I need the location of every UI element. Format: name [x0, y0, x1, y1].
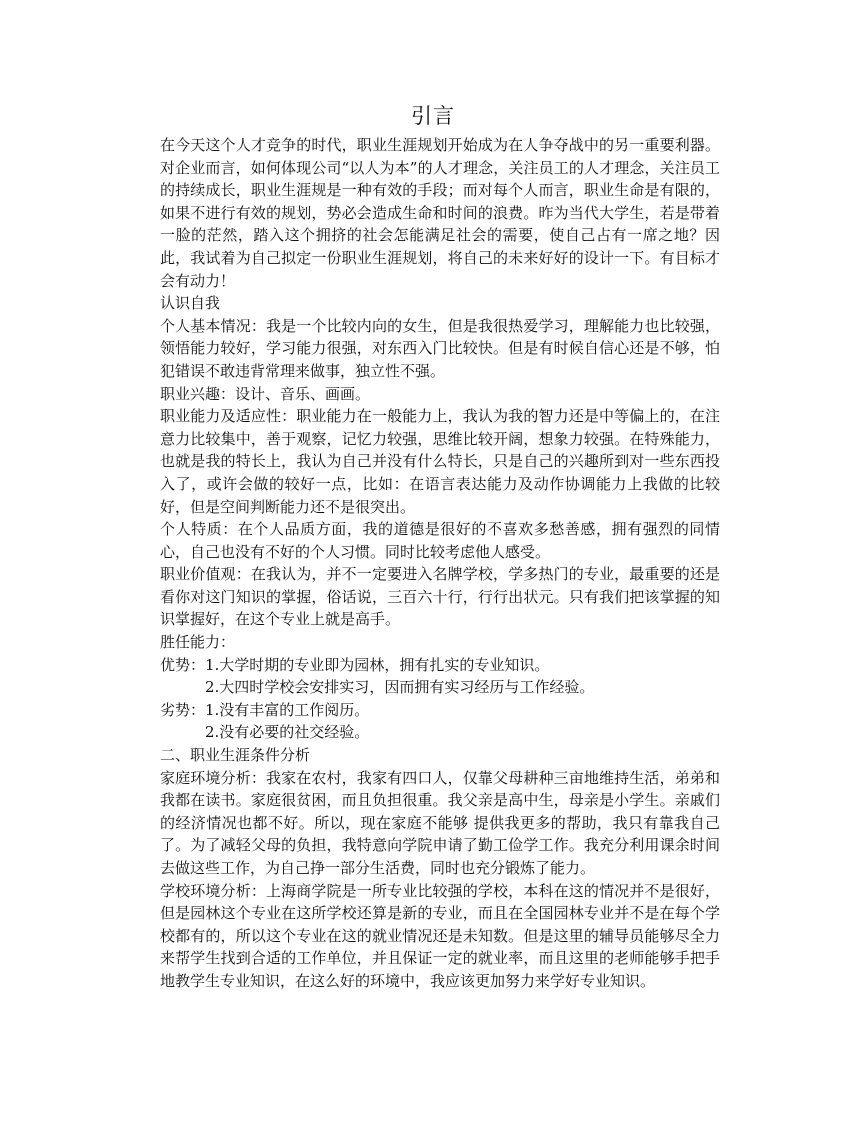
self-heading: 认识自我 [160, 294, 221, 313]
basic-info-paragraph: 个人基本情况：我是一个比较内向的女生，但是我很热爱学习，理解能力也比较强，领悟能力较好，学习能力很强，对东西入门比较快。但是有时候自信心还是不够，怕犯错误不敢违背常理来做事，独立性不强。 [160, 316, 720, 380]
weakness-item [160, 721, 720, 744]
strength-item [160, 676, 720, 699]
weakness-item-text: 1.没有丰富的工作阅历。 [205, 700, 370, 719]
weaknesses-label: 劣势： [160, 700, 206, 719]
document-body [160, 134, 720, 993]
family-paragraph: 家庭环境分析：我家在农村，我家有四口人，仅靠父母耕种三亩地维持生活，弟弟和我都在读书。家庭很贫困，而且负担很重。我父亲是高中生，母亲是小学生。亲戚们的经济情况也都不好。所以，现在家庭不能够 提供我更多的帮助，我只有靠我自己了。为了减轻父母的负担，我特意向学院申请了勤工俭学工作。我充分利用课余时间去做这些工作，为自己挣一部分生活费，同时也充分锻炼了能力。 [160, 768, 720, 877]
interest-paragraph: 职业兴趣：设计、音乐、画画。 [160, 384, 371, 403]
strength-item [160, 654, 720, 677]
strength-item-text: 1.大学时期的专业即为园林，拥有扎实的专业知识。 [205, 655, 550, 674]
weakness-item-text: 2.没有必要的社交经验。 [205, 723, 370, 742]
intro-paragraph: 在今天这个人才竞争的时代，职业生涯规划开始成为在人争夺战中的另一重要利器。对企业而言，如何体现公司“以人为本”的人才理念，关注员工的人才理念，关注员工的持续成长，职业生涯规是一种有效的手段；而对每个人而言，职业生命是有限的，如果不进行有效的规划，势必会造成生命和时间的浪费。昨为当代大学生，若是带着一脸的茫然，踏入这个拥挤的社会怎能满足社会的需要，使自己占有一席之地？因此，我试着为自己拟定一份职业生涯规划，将自己的未来好好的设计一下。有目标才会有动力！ [160, 136, 720, 290]
strengths-label: 优势： [160, 655, 206, 674]
traits-paragraph: 个人特质：在个人品质方面，我的道德是很好的不喜欢多愁善感，拥有强烈的同情心，自己也没有不好的个人习惯。同时比较考虑他人感受。 [160, 520, 720, 561]
school-paragraph: 学校环境分析：上海商学院是一所专业比较强的学校，本科在这的情况并不是很好，但是园林这个专业在这所学校还算是新的专业，而且在全国园林专业并不是在每个学校都有的，所以这个专业在这的就业情况还是未知数。但是这里的辅导员能够尽全力来帮学生找到合适的工作单位，并且保证一定的就业率，而且这里的老师能够手把手地教学生专业知识，在这么好的环境中，我应该更加努力来学好专业知识。 [160, 881, 720, 990]
values-paragraph: 职业价值观：在我认为，并不一定要进入名牌学校，学多热门的专业，最重要的还是看你对这门知识的掌握，俗话说，三百六十行，行行出状元。只有我们把该掌握的知识掌握好，在这个专业上就是高手。 [160, 565, 720, 629]
weakness-item [160, 699, 720, 722]
ability-paragraph: 职业能力及适应性：职业能力在一般能力上，我认为我的智力还是中等偏上的，在注意力比较集中，善于观察，记忆力较强，思维比较开阔，想象力较强。在特殊能力，也就是我的特长上，我认为自己并没有什么特长，只是自己的兴趣所到对一些东西投入了，或许会做的较好一点，比如：在语言表达能力及动作协调能力上我做的比较好，但是空间判断能力还不是很突出。 [160, 407, 720, 516]
page-title: 引言 [411, 104, 455, 128]
section-heading: 二、职业生涯条件分析 [160, 746, 311, 765]
strength-item-text: 2.大四时学校会安排实习，因而拥有实习经历与工作经验。 [205, 678, 595, 697]
competence-heading: 胜任能力： [160, 633, 236, 652]
